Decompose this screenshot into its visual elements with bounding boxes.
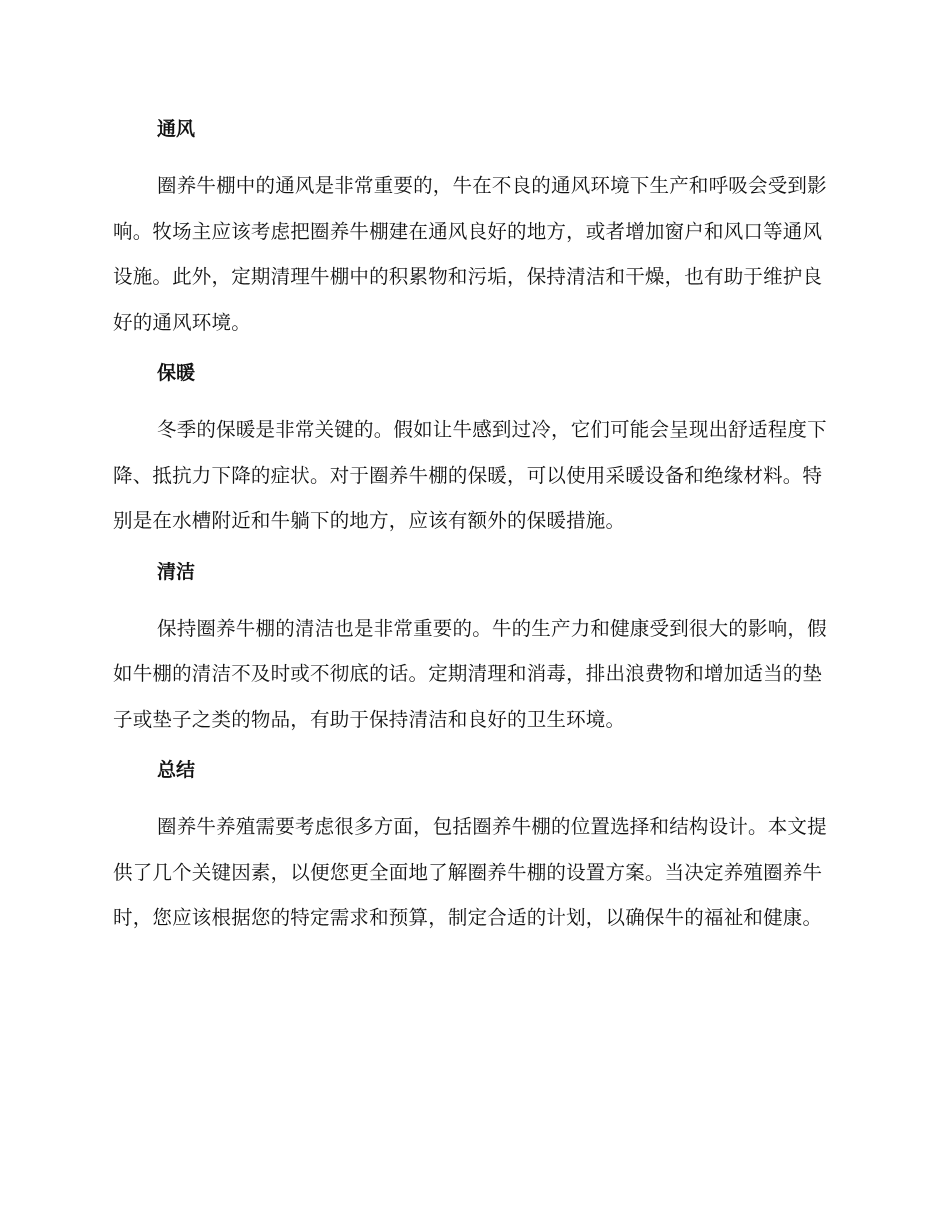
section-heading: 通风 (157, 118, 196, 140)
section-cleaning (113, 556, 837, 743)
section-summary (113, 754, 837, 941)
section-heading: 保暖 (157, 362, 196, 384)
section-paragraph: 保持圈养牛棚的清洁也是非常重要的。牛的生产力和健康受到很大的影响，假如牛棚的清洁不及时或不彻底的话。定期清理和消毒，排出浪费物和增加适当的垫子或垫子之类的物品，有助于保持清洁和良好的卫生环境。 (113, 616, 827, 731)
section-paragraph: 冬季的保暖是非常关键的。假如让牛感到过冷，它们可能会呈现出舒适程度下降、抵抗力下降的症状。对于圈养牛棚的保暖，可以使用采暖设备和绝缘材料。特别是在水槽附近和牛躺下的地方，应该有额外的保暖措施。 (113, 418, 827, 532)
section-paragraph: 圈养牛养殖需要考虑很多方面，包括圈养牛棚的位置选择和结构设计。本文提供了几个关键因素，以便您更全面地了解圈养牛棚的设置方案。当决定养殖圈养牛时，您应该根据您的特定需求和预算，制定合适的计划，以确保牛的福祉和健康。 (113, 815, 827, 929)
document-page (113, 113, 837, 953)
section-heading: 总结 (157, 759, 196, 781)
section-ventilation (113, 113, 837, 345)
section-heading: 清洁 (157, 560, 196, 583)
section-warmth (113, 357, 837, 544)
section-paragraph: 圈养牛棚中的通风是非常重要的，牛在不良的通风环境下生产和呼吸会受到影响。牧场主应该考虑把圈养牛棚建在通风良好的地方，或者增加窗户和风口等通风设施。此外，定期清理牛棚中的积累物和污垢，保持清洁和干燥，也有助于维护良好的通风环境。 (113, 174, 827, 334)
